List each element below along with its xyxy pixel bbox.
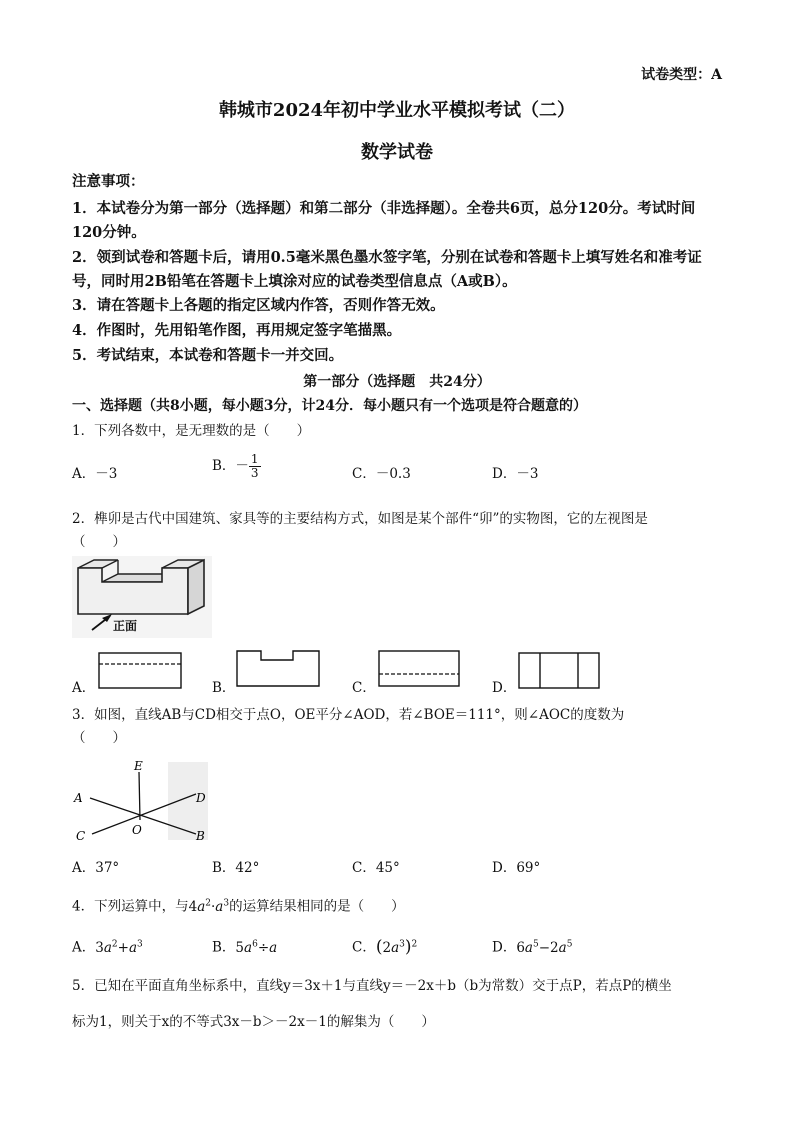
section-heading: 一、选择题（共8小题，每小题3分，计24分．每小题只有一个选项是符合题意的） (72, 398, 587, 414)
q4-option-d-expr: $6a^5-2a^5$ (516, 939, 573, 956)
page-subtitle: 数学试卷 (361, 142, 433, 163)
q4-option-d (492, 934, 572, 958)
q2-paren: （ ） (72, 534, 126, 550)
q4-option-a-expr: $3a^2+a^3$ (95, 939, 143, 956)
q1-fraction (249, 453, 261, 480)
q1-option-a: A．－3 (72, 466, 118, 482)
q1-fraction-den: 3 (250, 466, 259, 480)
paper-type: 试卷类型：A (641, 67, 722, 83)
note-item-5: 5．考试结束，本试卷和答题卡一并交回。 (72, 347, 344, 364)
q4-stem (72, 893, 405, 917)
q4-option-d-label: D． (492, 939, 517, 956)
q3-label-c: C (76, 829, 86, 843)
q1-option-d: D．－3 (492, 466, 539, 482)
q3-label-o: O (132, 823, 142, 837)
q3-label-a: A (74, 791, 83, 805)
front-label: 正面 (113, 619, 138, 633)
notes-heading: 注意事项： (72, 173, 145, 190)
q4-option-c-label: C． (352, 939, 376, 956)
part1-title: 第一部分（选择题 共24分） (303, 374, 491, 390)
q1-option-c: C．－0.3 (352, 466, 411, 482)
q4-option-b-expr: $5a^6\div a$ (235, 939, 278, 956)
q4-option-a (72, 934, 143, 958)
q1-option-b-prefix: B．－ (212, 458, 249, 474)
q2-option-c-figure[interactable] (378, 650, 460, 688)
q3-label-d: D (196, 791, 206, 805)
q3-paren: （ ） (72, 730, 126, 746)
note-item-1: 1．本试卷分为第一部分（选择题）和第二部分（非选择题）。全卷共6页，总分120分。考试时间120分钟。 (72, 200, 696, 241)
note-item-3: 3．请在答题卡上各题的指定区域内作答，否则作答无效。 (72, 297, 445, 314)
q4-stem-post: 的运算结果相同的是（ ） (229, 898, 405, 915)
q3-figure (72, 758, 210, 848)
q4-expression: $4a^2\cdot a^3$ (188, 898, 230, 915)
q5-line-1: 5．已知在平面直角坐标系中，直线y＝3x＋1与直线y＝－2x＋b（b为常数）交于点P，若点P的横坐 (72, 978, 672, 994)
q3-label-e: E (134, 759, 143, 773)
q2-option-a: A． (72, 680, 96, 696)
q2-option-d: D． (492, 680, 517, 696)
q2-option-d-figure[interactable] (518, 652, 600, 690)
q4-option-b-label: B． (212, 939, 236, 956)
note-item-4: 4．作图时，先用铅笔作图，再用规定签字笔描黑。 (72, 322, 402, 339)
q2-option-a-figure[interactable] (98, 652, 182, 690)
page-title: 韩城市2024年初中学业水平模拟考试（二） (218, 100, 576, 121)
q2-option-b-figure[interactable] (236, 650, 320, 688)
q4-option-c-expr: $(2a^3)^2$ (375, 936, 418, 957)
q3-stem: 3．如图，直线AB与CD相交于点O，OE平分∠AOD，若∠BOE＝111°，则∠AOC的度数为 (72, 707, 625, 723)
q2-option-b: B． (212, 680, 236, 696)
q3-option-a: A．37° (72, 860, 120, 876)
q4-option-b (212, 934, 277, 958)
q2-option-c: C． (352, 680, 376, 696)
mortise-figure (72, 556, 212, 638)
q3-option-d: D．69° (492, 860, 541, 876)
q4-stem-pre: 4．下列运算中，与 (72, 898, 189, 915)
q3-option-c: C．45° (352, 860, 400, 876)
q2-stem: 2．榫卯是古代中国建筑、家具等的主要结构方式，如图是某个部件“卯”的实物图，它的左视图是 (72, 511, 648, 527)
q1-option-b (212, 453, 261, 480)
q1-stem: 1．下列各数中，是无理数的是（ ） (72, 423, 311, 439)
note-item-2: 2．领到试卷和答题卡后，请用0.5毫米黑色墨水签字笔，分别在试卷和答题卡上填写姓名和准考证号，同时用2B铅笔在答题卡上填涂对应的试卷类型信息点（A或B）。 (72, 249, 702, 290)
q4-option-c (352, 934, 417, 958)
q5-line-2: 标为1，则关于x的不等式3x－b＞－2x－1的解集为（ ） (72, 1014, 435, 1030)
q3-label-b: B (196, 829, 205, 843)
q1-fraction-num: 1 (250, 452, 259, 466)
q3-option-b: B．42° (212, 860, 260, 876)
q4-option-a-label: A． (72, 939, 96, 956)
